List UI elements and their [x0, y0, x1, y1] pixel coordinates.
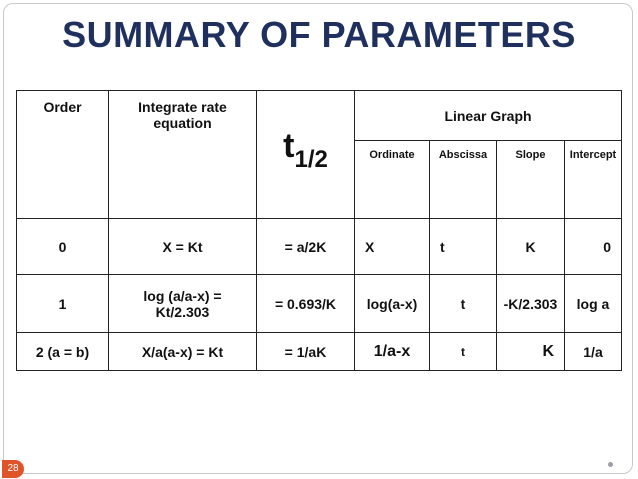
cell-abscissa: t	[430, 219, 497, 275]
corner-dot	[608, 462, 613, 467]
cell-ordinate: 1/a-x	[355, 333, 430, 371]
cell-rate-equation: X = Kt	[109, 219, 257, 275]
table-row	[17, 333, 622, 371]
cell-intercept: log a	[565, 275, 622, 333]
cell-rate-equation	[109, 275, 257, 333]
cell-slope: K	[497, 333, 565, 371]
cell-ordinate: X	[355, 219, 430, 275]
slide-title: SUMMARY OF PARAMETERS	[62, 14, 576, 55]
parameters-table	[16, 90, 622, 371]
cell-intercept: 0	[565, 219, 622, 275]
cell-slope: -K/2.303	[497, 275, 565, 333]
page-number-badge: 28	[2, 460, 24, 478]
cell-rate-equation: X/a(a-x) = Kt	[109, 333, 257, 371]
cell-order: 1	[17, 275, 109, 333]
header-half-life	[257, 91, 355, 219]
header-linear-graph: Linear Graph	[355, 91, 622, 141]
cell-order: 0	[17, 219, 109, 275]
half-life-base: t	[283, 127, 295, 165]
cell-intercept: 1/a	[565, 333, 622, 371]
cell-order: 2 (a = b)	[17, 333, 109, 371]
cell-abscissa: t	[430, 333, 497, 371]
cell-half-life: = 0.693/K	[257, 275, 355, 333]
cell-abscissa: t	[430, 275, 497, 333]
cell-half-life: = 1/aK	[257, 333, 355, 371]
cell-half-life: = a/2K	[257, 219, 355, 275]
rate-equation-line2: Kt/2.303	[155, 303, 210, 320]
header-abscissa: Abscissa	[430, 141, 497, 219]
header-ordinate: Ordinate	[355, 141, 430, 219]
header-order: Order	[17, 91, 109, 219]
header-integrated-rate: Integrate rate equation	[109, 91, 257, 219]
table-row	[17, 275, 622, 333]
half-life-symbol	[283, 127, 328, 174]
cell-ordinate: log(a-x)	[355, 275, 430, 333]
table-row	[17, 219, 622, 275]
cell-slope: K	[497, 219, 565, 275]
header-slope: Slope	[497, 141, 565, 219]
header-row	[17, 91, 622, 141]
half-life-subscript: 1/2	[294, 146, 328, 173]
header-intercept: Intercept	[565, 141, 622, 219]
rate-equation-line1: log (a/a-x) =	[143, 287, 222, 304]
